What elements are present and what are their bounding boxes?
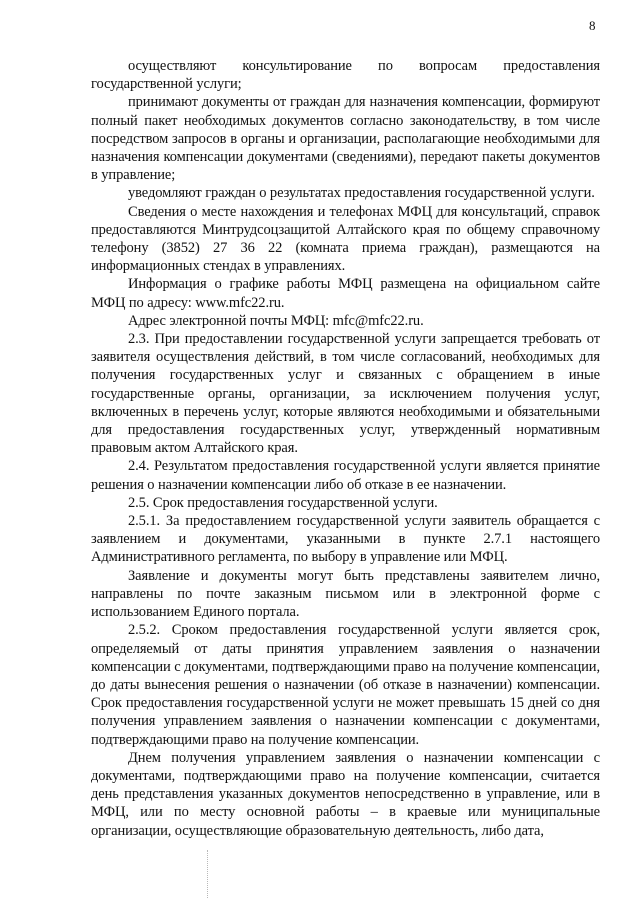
paragraph-mfc-notify: уведомляют граждан о результатах предоставления государственной услуги. — [128, 185, 595, 202]
paragraph-mfc-contacts: Сведения о месте нахождения и телефонах МФЦ для консультаций, справок предоставляются Минтрудсоцзащитой Алтайского края по общему справочному телефону (3852) 27 36 22 (комната приема граждан), размещаются на информационных стендах в управлениях. — [91, 203, 600, 275]
paragraph-2-4: 2.4. Результатом предоставления государственной услуги является принятие решения о назначении компенсации либо об отказе в ее назначении. — [91, 458, 600, 493]
paragraph-mfc-schedule: Информация о графике работы МФЦ размещена на официальном сайте МФЦ по адресу: www.mfc22.ru. — [91, 276, 600, 311]
page-fold-mark — [207, 850, 208, 898]
paragraph-2-5-1: 2.5.1. За предоставлением государственной услуги заявитель обращается с заявлением и документами, указанными в пункте 2.7.1 настоящего Административного регламента, по выбору в управление или МФЦ. — [91, 513, 600, 566]
document-body — [91, 57, 600, 840]
paragraph-mfc-email: Адрес электронной почты МФЦ: mfc@mfc22.ru. — [128, 312, 424, 329]
paragraph-submission-methods: Заявление и документы могут быть представлены заявителем лично, направлены по почте заказным письмом или в электронной форме с использованием Единого портала. — [91, 567, 600, 621]
paragraph-2-5-2: 2.5.2. Сроком предоставления государственной услуги является срок, определяемый от даты принятия управлением заявления о назначении компенсации с документами, подтверждающими право на получение компенсации, до даты вынесения решения о назначении (об отказе в назначении) компенсации. Срок предоставления государственной услуги не может превышать 15 дней со дня получения управлением заявления о назначении компенсации с документами, подтверждающими право на получение компенсации. — [91, 622, 600, 748]
paragraph-2-3: 2.3. При предоставлении государственной услуги запрещается требовать от заявителя осуществления действий, в том числе согласований, необходимых для получения государственных услуг и связанных с обращением в иные государственные органы, организации, за исключением получения услуг, включенных в перечень услуг, которые являются необходимыми и обязательными для предоставления государственных услуг, утвержденный нормативным правовым актом Алтайского края. — [91, 331, 600, 457]
paragraph-mfc-consulting: осуществляют консультирование по вопросам предоставления государственной услуги; — [91, 58, 600, 93]
paragraph-receipt-date: Днем получения управлением заявления о назначении компенсации с документами, подтверждающими право на получение компенсации, считается день представления указанных документов непосредственно в управление, или в МФЦ, или по месту основной работы – в краевые или муниципальные организации, осуществляющие образовательную деятельность, либо дата, — [91, 749, 600, 839]
paragraph-2-5-heading: 2.5. Срок предоставления государственной услуги. — [128, 494, 438, 511]
paragraph-mfc-accept-documents: принимают документы от граждан для назначения компенсации, формируют полный пакет необходимых документов согласно законодательству, в том числе посредством запросов в органы и организации, располагающие необходимыми для назначения компенсации документами (сведениями), передают пакеты документов в управление; — [91, 94, 600, 184]
page-number: 8 — [589, 18, 596, 33]
